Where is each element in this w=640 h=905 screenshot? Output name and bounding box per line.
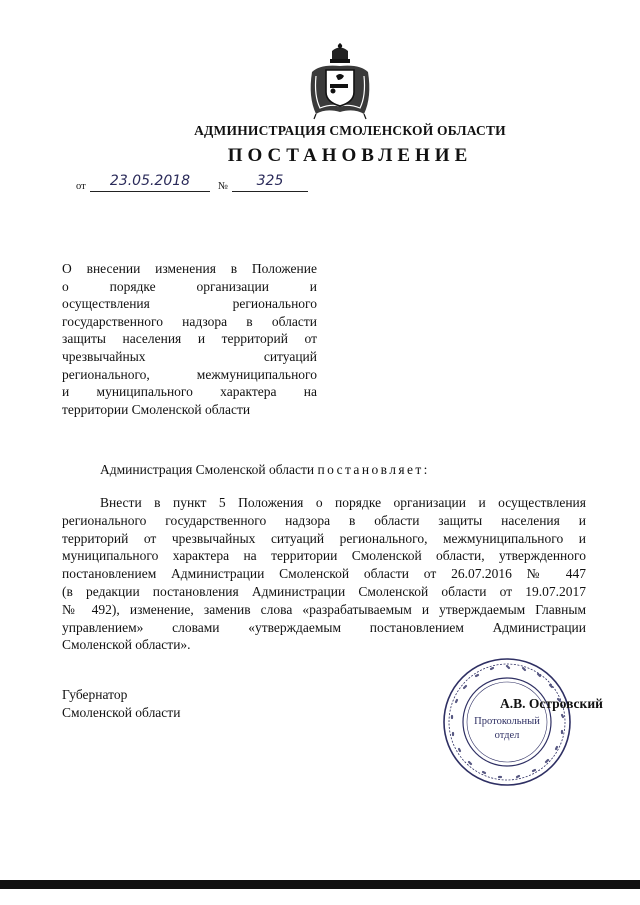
- coat-of-arms-icon: [302, 42, 378, 120]
- body-line: постановлением Администрации Смоленской области от 26.07.2016 № 447: [62, 566, 586, 582]
- subject-line: государственного надзора в области: [62, 313, 317, 329]
- subject-line: о порядке организации и: [62, 278, 317, 294]
- organization-title: АДМИНИСТРАЦИЯ СМОЛЕНСКОЙ ОБЛАСТИ: [194, 123, 506, 138]
- signer-title: [62, 686, 180, 722]
- number-prefix: №: [218, 181, 229, 192]
- signer-title-line: Смоленской области: [62, 705, 181, 720]
- document-type-title: ПОСТАНОВЛЕНИЕ: [227, 145, 473, 166]
- stamp-text-line: Протокольный: [474, 716, 540, 727]
- date-value: 23.05.2018: [90, 171, 210, 192]
- subject-block: [62, 260, 317, 418]
- subject-line: защиты населения и территорий от: [62, 331, 317, 347]
- scan-edge-bar: [0, 880, 640, 889]
- body-paragraph: [62, 494, 586, 654]
- stamp-text: [470, 715, 544, 743]
- decree-subject: Администрация Смоленской области: [100, 462, 315, 477]
- subject-line: регионального, межмуниципального: [62, 366, 317, 382]
- body-line: Смоленской области».: [62, 637, 191, 653]
- subject-line: О внесении изменения в Положение: [62, 261, 317, 276]
- subject-line: чрезвычайных ситуаций: [62, 348, 317, 364]
- subject-line: осуществления регионального: [62, 296, 317, 312]
- signer-title-line: Губернатор: [62, 687, 128, 702]
- date-prefix: от: [76, 181, 86, 192]
- date-number-line: [76, 172, 336, 194]
- decree-verb: постановляет:: [317, 462, 430, 477]
- stamp-text-line: отдел: [494, 730, 520, 741]
- signer-name: А.В. Островский: [500, 696, 603, 711]
- body-line: регионального государственного надзора в области защиты населения и: [62, 512, 586, 528]
- subject-line: и муниципального характера на: [62, 384, 317, 400]
- body-line: Внести в пункт 5 Положения о порядке организации и осуществления: [100, 495, 586, 510]
- body-line: управлением» словами «утверждаемым постановлением Администрации: [62, 619, 586, 635]
- decree-line: [100, 462, 430, 478]
- body-line: территорий от чрезвычайных ситуаций регионального, межмуниципального и: [62, 530, 586, 546]
- number-value: 325: [232, 171, 308, 192]
- body-line: муниципального характера на территории Смоленской области, утвержденного: [62, 548, 586, 564]
- body-line: (в редакции постановления Администрации Смоленской области от 19.07.2017: [62, 583, 586, 599]
- subject-line: территории Смоленской области: [62, 401, 251, 417]
- body-line: № 492), изменение, заменив слова «разрабатываемым и утверждаемым Главным: [62, 601, 586, 617]
